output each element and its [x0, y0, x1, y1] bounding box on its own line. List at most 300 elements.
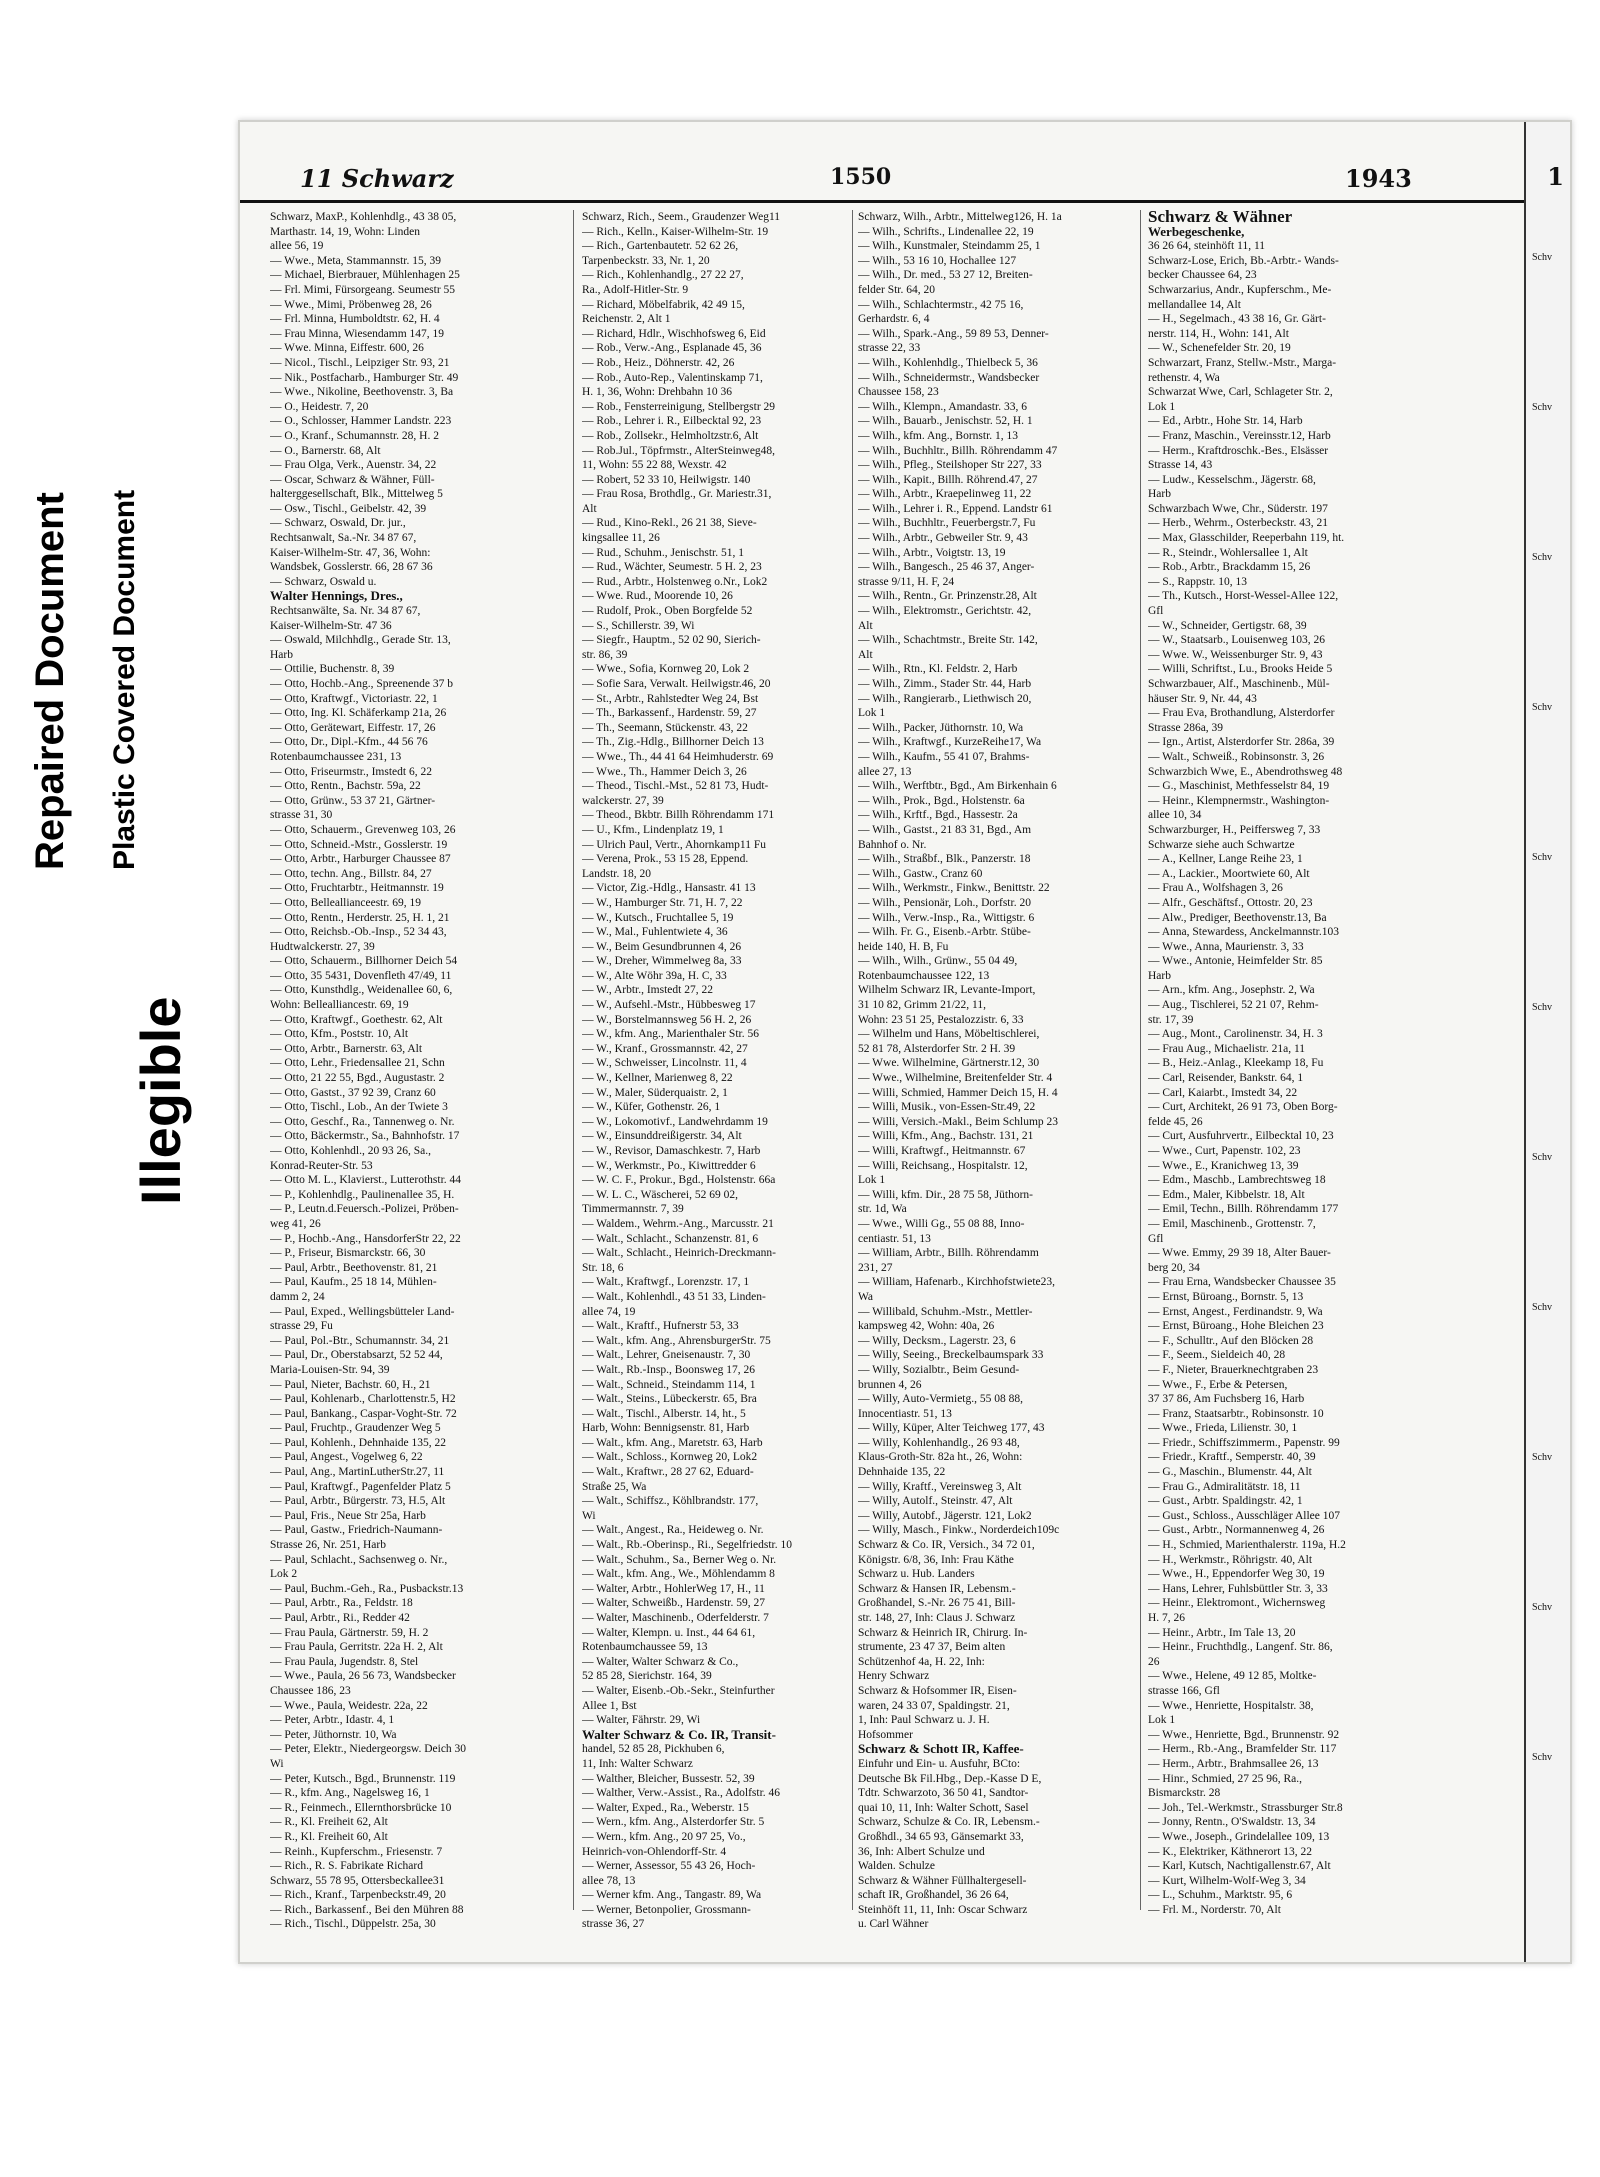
- directory-entry-line: — Paul, Arbtr., Beethovenstr. 81, 21: [270, 1261, 438, 1274]
- edge-snippet: Schv: [1532, 1302, 1552, 1313]
- directory-entry-line: — Wilh., Werkmstr., Finkw., Benittstr. 22: [858, 882, 1050, 895]
- directory-entry-line: Lok 1: [858, 707, 886, 720]
- directory-entry-line: Reichenstr. 2, Alt 1: [582, 313, 671, 326]
- header-page-number: 1550: [830, 164, 892, 190]
- directory-entry-line: — Rud., Arbtr., Holstenweg o.Nr., Lok2: [582, 575, 768, 588]
- directory-entry-line: felder Str. 64, 20: [858, 283, 935, 296]
- directory-entry-line: 52 85 28, Sierichstr. 164, 39: [582, 1670, 712, 1683]
- directory-entry-line: — Paul, Kohlenarb., Charlottenstr.5, H2: [270, 1393, 456, 1406]
- directory-entry-line: — Robert, 52 33 10, Heilwigstr. 140: [582, 473, 751, 486]
- directory-entry-line: — Walter, Arbtr., HohlerWeg 17, H., 11: [582, 1582, 765, 1595]
- directory-entry-line: Schwarze siehe auch Schwartze: [1148, 838, 1295, 851]
- directory-entry-line: — Walther, Bleicher, Bussestr. 52, 39: [582, 1772, 755, 1785]
- directory-entry-line: — Wwe., Wilhelmine, Breitenfelder Str. 4: [858, 1072, 1053, 1085]
- directory-entry-line: 1, Inh: Paul Schwarz u. J. H.: [858, 1714, 990, 1727]
- directory-entry-line: — Herm., Rb.-Ang., Bramfelder Str. 117: [1148, 1743, 1337, 1756]
- directory-entry-line: — Wilh., Arbtr., Kraepelinweg 11, 22: [858, 488, 1032, 501]
- directory-entry-line: Königstr. 6/8, 36, Inh: Frau Käthe: [858, 1553, 1014, 1566]
- directory-entry-line: — Willy, Autolf., Steinstr. 47, Alt: [858, 1495, 1013, 1508]
- directory-entry-line: — Otto, Schauerm., Grevenweg 103, 26: [270, 823, 456, 836]
- directory-entry-line: — Paul, Bankang., Caspar-Voght-Str. 72: [270, 1407, 457, 1420]
- directory-entry-line: — Walt., Schiffsz., Köhlbrandstr. 177,: [582, 1495, 759, 1508]
- directory-entry-line: waren, 24 33 07, Spaldingstr. 21,: [858, 1699, 1010, 1712]
- directory-entry-line: Marthastr. 14, 19, Wohn: Linden: [270, 225, 420, 238]
- directory-entry-line: str. 1d, Wa: [858, 1203, 907, 1216]
- directory-entry-line: — R., kfm. Ang., Nagelsweg 16, 1: [270, 1787, 430, 1800]
- directory-entry-line: — Willi, Schmied, Hammer Deich 15, H. 4: [858, 1086, 1058, 1099]
- directory-entry-line: strasse 29, Fu: [270, 1320, 333, 1333]
- directory-entry-line: — Wilh., Kraftwgf., KurzeReihe17, Wa: [858, 736, 1042, 749]
- directory-entry-line: Rechtsanwälte, Sa. Nr. 34 87 67,: [270, 605, 421, 618]
- directory-entry-line: — Herb., Wehrm., Osterbeckstr. 43, 21: [1148, 517, 1328, 530]
- directory-entry-line: — Wilh., Packer, Jüthornstr. 10, Wa: [858, 721, 1024, 734]
- directory-entry-line: — Osw., Tischl., Geibelstr. 42, 39: [270, 502, 427, 515]
- directory-entry-line: — Rud., Kino-Rekl., 26 21 38, Sieve-: [582, 517, 757, 530]
- directory-entry-line: Wa: [858, 1290, 874, 1303]
- directory-entry-line: — Wwe., Curt, Papenstr. 102, 23: [1148, 1145, 1301, 1157]
- directory-entry-line: felde 45, 26: [1148, 1115, 1203, 1128]
- directory-entry-line: — Otto, Belleallianceestr. 69, 19: [270, 896, 422, 909]
- directory-entry-line: Timmermannstr. 7, 39: [582, 1203, 684, 1216]
- directory-entry-line: — Rich., Tischl., Düppelstr. 25a, 30: [270, 1918, 436, 1931]
- directory-entry-line: Schwarz u. Hub. Landers: [858, 1568, 975, 1581]
- directory-entry-line: Schützenhof 4a, H. 22, Inh:: [858, 1655, 985, 1668]
- directory-entry-line: — Willy, Decksm., Lagerstr. 23, 6: [858, 1334, 1016, 1347]
- directory-entry-line: — Rob., Arbtr., Brackdamm 15, 26: [1148, 561, 1311, 574]
- directory-entry-line: — R., Kl. Freiheit 60, Alt: [270, 1830, 388, 1843]
- directory-entry-line: — Rob., Verw.-Ang., Esplanade 45, 36: [582, 342, 762, 355]
- directory-entry-line: — A., Lackier., Moortwiete 60, Alt: [1148, 867, 1310, 880]
- directory-entry-line: — Willy, Seeing., Breckelbaumspark 33: [858, 1349, 1044, 1362]
- directory-entry-line: Klaus-Groth-Str. 82a ht., 26, Wohn:: [858, 1451, 1023, 1464]
- directory-entry-line: strasse 9/11, H. F, 24: [858, 575, 955, 588]
- directory-entry-line: Chaussee 158, 23: [858, 386, 939, 399]
- directory-entry-line: — Wilh., Pensionär, Loh., Dorfstr. 20: [858, 896, 1031, 909]
- directory-entry-line: — Paul, Ang., MartinLutherStr.27, 11: [270, 1466, 445, 1479]
- directory-entry-line: Maria-Louisen-Str. 94, 39: [270, 1363, 390, 1376]
- directory-entry-line: nerstr. 114, H., Wohn: 141, Alt: [1148, 327, 1289, 340]
- directory-entry-line: — Paul, Fruchtp., Graudenzer Weg 5: [270, 1422, 441, 1435]
- directory-entry-line: — Edm., Maschb., Lambrechtsweg 18: [1148, 1174, 1326, 1187]
- directory-entry-line: — Oscar, Schwarz & Wähner, Füll-: [270, 473, 435, 486]
- directory-entry-line: Schwarz & Wähner Füllhaltergesell-: [858, 1874, 1027, 1887]
- directory-entry-line: — F., Seem., Sieldeich 40, 28: [1148, 1349, 1286, 1362]
- directory-entry-line: str. 148, 27, Inh: Claus J. Schwarz: [858, 1612, 1016, 1624]
- directory-entry-line: — Walt., Schweiß., Robinsonstr. 3, 26: [1148, 750, 1325, 763]
- directory-entry-line: Henry Schwarz: [858, 1670, 930, 1683]
- directory-entry-line: — Rob., Heiz., Döhnerstr. 42, 26: [582, 356, 735, 369]
- directory-entry-line: — Wilh., Wilh., Grünw., 55 04 49,: [858, 955, 1018, 968]
- directory-entry-line: — Friedr., Kraftf., Semperstr. 40, 39: [1148, 1451, 1316, 1464]
- directory-entry-line: — Otto, Lehr., Friedensallee 21, Schn: [270, 1057, 445, 1070]
- directory-entry-line: Schwarz & Schott IR, Kaffee-: [858, 1742, 1024, 1757]
- directory-entry-line: — Emil, Techn., Billh. Röhrendamm 177: [1148, 1203, 1339, 1216]
- directory-entry-line: — Frau Paula, Gerritstr. 22a H. 2, Alt: [270, 1641, 443, 1654]
- directory-entry-line: — Willy, Küper, Alter Teichweg 177, 43: [858, 1422, 1045, 1435]
- directory-entry-line: — Franz, Maschin., Vereinsstr.12, Harb: [1148, 429, 1331, 442]
- directory-entry-line: — Otto, Kohlenhdl., 20 93 26, Sa.,: [270, 1145, 431, 1157]
- directory-entry-line: — Otto, Dr., Dipl.-Kfm., 44 56 76: [270, 736, 428, 749]
- edge-snippet: Schv: [1532, 1452, 1552, 1463]
- directory-entry-line: — Willi, Schriftst., Lu., Brooks Heide 5: [1148, 663, 1333, 676]
- directory-entry-line: Harb: [270, 648, 293, 661]
- directory-entry-line: — Hans, Lehrer, Fuhlsbüttler Str. 3, 33: [1148, 1582, 1328, 1595]
- directory-entry-line: Lok 1: [858, 1174, 886, 1187]
- directory-entry-line: — Rich., R. S. Fabrikate Richard: [270, 1860, 423, 1873]
- directory-entry-line: — Otto, Grünw., 53 37 21, Gärtner-: [270, 794, 436, 807]
- directory-entry-line: — Otto, Tischl., Lob., An der Twiete 3: [270, 1101, 448, 1114]
- directory-entry-line: — W., Arbtr., Imstedt 27, 22: [582, 984, 713, 997]
- directory-entry-line: — Wwe. Emmy, 29 39 18, Alter Bauer-: [1148, 1247, 1331, 1260]
- directory-entry-line: — Otto, Kunsthdlg., Weidenallee 60, 6,: [270, 984, 453, 997]
- directory-entry-line: häuser Str. 9, Nr. 44, 43: [1148, 692, 1257, 705]
- directory-entry-line: — Walt., Kraftwr., 28 27 62, Eduard-: [582, 1466, 754, 1479]
- directory-entry-line: — Willi, kfm. Dir., 28 75 58, Jüthorn-: [858, 1188, 1034, 1201]
- directory-entry-line: — W., Maler, Süderquaistr. 2, 1: [582, 1086, 728, 1099]
- directory-entry-line: — U., Kfm., Lindenplatz 19, 1: [582, 823, 724, 836]
- directory-entry-line: Kaiser-Wilhelm-Str. 47, 36, Wohn:: [270, 546, 431, 559]
- directory-entry-line: Walden. Schulze: [858, 1860, 935, 1873]
- directory-entry-line: — Peter, Arbtr., Idastr. 4, 1: [270, 1714, 395, 1727]
- directory-entry-line: Schwarzart, Franz, Stellw.-Mstr., Marga-: [1148, 356, 1337, 369]
- directory-entry-line: — Walt., Schloss., Kornweg 20, Lok2: [582, 1451, 758, 1464]
- directory-entry-line: handel, 52 85 28, Pickhuben 6,: [582, 1743, 725, 1756]
- directory-entry-line: — Willy, Autobf., Jägerstr. 121, Lok2: [858, 1509, 1032, 1522]
- directory-entry-line: — Walter, Eisenb.-Ob.-Sekr., Steinfurther: [582, 1684, 775, 1697]
- directory-entry-line: allee 56, 19: [270, 240, 324, 253]
- directory-entry-line: mellandallee 14, Alt: [1148, 298, 1241, 311]
- directory-entry-line: — Anna, Stewardess, Anckelmannstr.103: [1148, 926, 1340, 939]
- directory-entry-line: — Wwe., Helene, 49 12 85, Moltke-: [1148, 1670, 1317, 1683]
- directory-entry-line: — Carl, Kaiarbt., Imstedt 34, 22: [1148, 1086, 1298, 1099]
- directory-entry-line: brunnen 4, 26: [858, 1378, 922, 1391]
- directory-entry-line: — Paul, Gastw., Friedrich-Naumann-: [270, 1524, 443, 1537]
- directory-entry-line: Schwarz & Hofsommer IR, Eisen-: [858, 1684, 1017, 1697]
- directory-entry-line: Alt: [858, 619, 873, 632]
- directory-entry-line: Einfuhr und Ein- u. Ausfuhr, BCto:: [858, 1757, 1021, 1770]
- directory-entry-line: — Walt., Steins., Lübeckerstr. 65, Bra: [582, 1393, 757, 1406]
- directory-entry-line: Harb, Wohn: Bennigsenstr. 81, Harb: [582, 1422, 750, 1435]
- directory-entry-line: — Wilh., Schachtmstr., Breite Str. 142,: [858, 634, 1038, 647]
- directory-entry-line: — H., Werkmstr., Röhrigstr. 40, Alt: [1148, 1553, 1313, 1566]
- directory-entry-line: — Ernst, Büroang., Hohe Bleichen 23: [1148, 1320, 1324, 1333]
- directory-entry-line: — Paul, Dr., Oberstabsarzt, 52 52 44,: [270, 1349, 443, 1362]
- directory-entry-line: — Heinr., Arbtr., Im Tale 13, 20: [1148, 1626, 1296, 1639]
- directory-entry-line: Schwarz & Heinrich IR, Chirurg. In-: [858, 1626, 1028, 1639]
- directory-entry-line: — Th., Seemann, Stückenstr. 43, 22: [582, 721, 748, 734]
- directory-entry-line: — Wwe., Paula, Weidestr. 22a, 22: [270, 1699, 428, 1712]
- directory-entry-line: — O., Schlosser, Hammer Landstr. 223: [270, 415, 452, 428]
- column-divider: [573, 210, 574, 1910]
- directory-entry-line: — Wwe. Wilhelmine, Gärtnerstr.12, 30: [858, 1057, 1040, 1070]
- directory-entry-line: — Walt., Angest., Ra., Heideweg o. Nr.: [582, 1524, 764, 1537]
- directory-entry-line: — Wilh., Zimm., Stader Str. 44, Harb: [858, 678, 1032, 690]
- directory-entry-line: — Wilh., Lehrer i. R., Eppend. Landstr 61: [858, 502, 1053, 515]
- directory-entry-line: Konrad-Reuter-Str. 53: [270, 1159, 373, 1172]
- directory-entry-line: 36, Inh: Albert Schulze und: [858, 1845, 985, 1858]
- directory-entry-line: — Paul, Arbtr., Bürgerstr. 73, H.5, Alt: [270, 1495, 446, 1508]
- directory-entry-line: Rotenbaumchaussee 231, 13: [270, 750, 402, 763]
- directory-entry-line: — F., Schulltr., Auf den Blöcken 28: [1148, 1334, 1314, 1347]
- directory-entry-line: Bismarckstr. 28: [1148, 1787, 1221, 1800]
- directory-entry-line: — Walter, Walter Schwarz & Co.,: [582, 1655, 739, 1668]
- directory-entry-line: — Schwarz, Oswald, Dr. jur.,: [270, 517, 406, 530]
- directory-entry-line: 26: [1148, 1655, 1160, 1668]
- directory-entry-line: — W., Werkmstr., Po., Kiwittredder 6: [582, 1159, 756, 1172]
- directory-entry-line: — Paul, Kraftwgf., Pagenfelder Platz 5: [270, 1480, 451, 1493]
- directory-entry-line: Dehnhaide 135, 22: [858, 1466, 946, 1479]
- directory-entry-line: — Paul, Kohlenh., Dehnhaide 135, 22: [270, 1436, 446, 1449]
- directory-entry-line: Str. 18, 6: [582, 1261, 624, 1274]
- directory-entry-line: 231, 27: [858, 1261, 893, 1274]
- directory-entry-line: — Wwe., Meta, Stammannstr. 15, 39: [270, 254, 441, 267]
- directory-entry-line: kingsallee 11, 26: [582, 532, 660, 545]
- directory-entry-line: — Carl, Reisender, Bankstr. 64, 1: [1148, 1072, 1304, 1085]
- directory-entry-line: — Walter, Maschinenb., Oderfelderstr. 7: [582, 1612, 769, 1624]
- directory-entry-line: — Wwe. Rud., Moorende 10, 26: [582, 590, 733, 603]
- directory-entry-line: — Wwe., E., Kranichweg 13, 39: [1148, 1159, 1299, 1172]
- directory-entry-line: Strasse 14, 43: [1148, 459, 1213, 472]
- directory-entry-line: — Walt., Kraftf., Hufnerstr 53, 33: [582, 1320, 739, 1333]
- directory-entry-line: — Paul, Nieter, Bachstr. 60, H., 21: [270, 1378, 431, 1391]
- directory-entry-line: Rotenbaumchaussee 122, 13: [858, 969, 990, 982]
- directory-entry-line: — Frl. Mimi, Fürsorgeang. Seumestr 55: [270, 283, 456, 296]
- directory-entry-line: — Willi, Kfm., Ang., Bachstr. 131, 21: [858, 1130, 1034, 1143]
- directory-entry-line: Schwarz, Rich., Seem., Graudenzer Weg11: [582, 211, 781, 223]
- directory-entry-line: — Wern., kfm. Ang., Alsterdorfer Str. 5: [582, 1816, 765, 1829]
- directory-entry-line: — Walt., Kohlenhdl., 43 51 33, Linden-: [582, 1290, 766, 1303]
- directory-entry-line: Walter Hennings, Dres.,: [270, 589, 403, 604]
- directory-entry-line: — Th., Zig.-Hdlg., Billhorner Deich 13: [582, 736, 764, 749]
- directory-entry-line: — W., kfm. Ang., Marienthaler Str. 56: [582, 1028, 759, 1041]
- directory-entry-line: — Wwe., Henriette, Hospitalstr. 38,: [1148, 1699, 1314, 1712]
- directory-entry-line: 36 26 64, steinhöft 11, 11: [1148, 240, 1266, 253]
- directory-entry-line: — Richard, Hdlr., Wischhofsweg 6, Eid: [582, 327, 766, 340]
- directory-entry-line: — W., Mal., Fuhlentwiete 4, 36: [582, 926, 728, 939]
- directory-entry-line: — Reinh., Kupferschm., Friesenstr. 7: [270, 1845, 443, 1858]
- directory-entry-line: — Walt., Schlacht., Heinrich-Dreckmann-: [582, 1247, 776, 1260]
- directory-entry-line: — Rich., Kranf., Tarpenbeckstr.49, 20: [270, 1889, 446, 1902]
- directory-entry-line: 37 37 86, Am Fuchsberg 16, Harb: [1148, 1393, 1305, 1406]
- edge-snippet: Schv: [1532, 402, 1552, 413]
- directory-entry-line: — G., Maschinist, Methfesselstr 84, 19: [1148, 780, 1330, 793]
- directory-entry-line: — Rud., Wächter, Seumestr. 5 H. 2, 23: [582, 561, 762, 574]
- directory-entry-line: — Jonny, Rentn., O'Swaldstr. 13, 34: [1148, 1816, 1316, 1829]
- directory-entry-line: — F., Nieter, Brauerknechtgraben 23: [1148, 1363, 1319, 1376]
- directory-entry-line: — W. C. F., Prokur., Bgd., Holstenstr. 66a: [582, 1174, 776, 1187]
- directory-entry-line: — Frau G., Admiralitätstr. 18, 11: [1148, 1480, 1301, 1493]
- directory-entry-line: — Otto, Arbtr., Harburger Chaussee 87: [270, 853, 451, 866]
- directory-entry-line: Schwarz, 55 78 95, Ottersbeckallee31: [270, 1874, 445, 1887]
- directory-entry-line: — Waldem., Wehrm.-Ang., Marcusstr. 21: [582, 1217, 774, 1230]
- directory-entry-line: — Wilh., Werftbtr., Bgd., Am Birkenhain 6: [858, 780, 1057, 793]
- directory-entry-line: Lok 1: [1148, 1714, 1176, 1727]
- directory-entry-line: — Wwe., Sofia, Kornweg 20, Lok 2: [582, 663, 750, 676]
- directory-entry-line: — Willibald, Schuhm.-Mstr., Mettler-: [858, 1305, 1033, 1318]
- directory-entry-line: — Ulrich Paul, Vertr., Ahornkamp11 Fu: [582, 838, 766, 851]
- directory-entry-line: — Edm., Maler, Kibbelstr. 18, Alt: [1148, 1188, 1305, 1201]
- directory-entry-line: — Rob., Zollsekr., Helmholtzstr.6, Alt: [582, 429, 759, 442]
- directory-entry-line: strasse 31, 30: [270, 809, 333, 822]
- directory-entry-line: — Otto, Reichsb.-Ob.-Insp., 52 34 43,: [270, 926, 447, 939]
- directory-entry-line: — Wilh., Rtn., Kl. Feldstr. 2, Harb: [858, 663, 1018, 676]
- directory-entry-line: — Karl, Kutsch, Nachtigallenstr.67, Alt: [1148, 1860, 1331, 1873]
- directory-entry-line: — Peter, Kutsch., Bgd., Brunnenstr. 119: [270, 1772, 456, 1785]
- directory-entry-line: — Rich., Kohlenhandlg., 27 22 27,: [582, 269, 744, 282]
- directory-entry-line: — Otto, Rentn., Bachstr. 59a, 22: [270, 780, 421, 793]
- edge-snippet: Schv: [1532, 1602, 1552, 1613]
- directory-entry-line: — Wwe., Th., Hammer Deich 3, 26: [582, 765, 747, 778]
- edge-snippet: Schv: [1532, 1152, 1552, 1163]
- directory-entry-line: — Werner, Assessor, 55 43 26, Hoch-: [582, 1860, 756, 1873]
- directory-entry-line: Wi: [582, 1509, 596, 1522]
- directory-entry-line: — W., Staatsarb., Louisenweg 103, 26: [1148, 634, 1325, 647]
- directory-entry-line: — W., Kellner, Marienweg 8, 22: [582, 1072, 733, 1085]
- directory-entry-line: — Ottilie, Buchenstr. 8, 39: [270, 663, 395, 676]
- directory-entry-line: — W., Einsunddreißigerstr. 34, Alt: [582, 1130, 742, 1143]
- directory-entry-line: — Walter, Klempn. u. Inst., 44 64 61,: [582, 1626, 756, 1639]
- directory-entry-line: Hofsommer: [858, 1728, 913, 1741]
- directory-entry-line: — Otto, Fruchtarbtr., Heitmannstr. 19: [270, 882, 444, 895]
- directory-entry-line: — Peter, Jüthornstr. 10, Wa: [270, 1728, 397, 1741]
- directory-entry-line: — Walt., Schuhm., Sa., Berner Weg o. Nr.: [582, 1553, 777, 1566]
- directory-entry-line: — Wilh., Buchhltr., Billh. Röhrendamm 47: [858, 444, 1058, 457]
- directory-entry-line: — W. L. C., Wäscherei, 52 69 02,: [582, 1188, 738, 1201]
- directory-entry-line: — W., Revisor, Damaschkestr. 7, Harb: [582, 1145, 761, 1157]
- directory-entry-line: — Wilh., Straßbf., Blk., Panzerstr. 18: [858, 853, 1031, 866]
- directory-entry-line: — Wilh., Klempn., Amandastr. 33, 6: [858, 400, 1027, 413]
- directory-entry-line: — O., Barnerstr. 68, Alt: [270, 444, 381, 457]
- directory-entry-line: — Wilh., Rentn., Gr. Prinzenstr.28, Alt: [858, 590, 1037, 603]
- directory-entry-line: Schwarzat Wwe, Carl, Schlageter Str. 2,: [1148, 386, 1333, 399]
- directory-entry-line: Schwarz & Co. IR, Versich., 34 72 01,: [858, 1539, 1035, 1552]
- directory-entry-line: — Otto, Kraftwgf., Goethestr. 62, Alt: [270, 1013, 443, 1026]
- directory-entry-line: — Hinr., Schmied, 27 25 96, Ra.,: [1148, 1772, 1302, 1785]
- directory-entry-line: — Otto, Hochb.-Ang., Spreenende 37 b: [270, 678, 454, 690]
- directory-entry-line: — Willi, Versich.-Makl., Beim Schlump 23: [858, 1115, 1059, 1128]
- directory-entry-line: becker Chaussee 64, 23: [1148, 269, 1257, 282]
- directory-entry-line: — Otto, Arbtr., Barnerstr. 63, Alt: [270, 1042, 423, 1055]
- directory-entry-line: Großhdl., 34 65 93, Gänsemarkt 33,: [858, 1830, 1024, 1843]
- directory-entry-line: — Walter, Exped., Ra., Weberstr. 15: [582, 1801, 749, 1814]
- directory-entry-line: Schwarzbauer, Alf., Maschinenb., Mül-: [1148, 678, 1330, 690]
- directory-entry-line: — Rudolf, Prok., Oben Borgfelde 52: [582, 605, 753, 618]
- directory-entry-line: Schwarz-Lose, Erich, Bb.-Arbtr.- Wands-: [1148, 254, 1339, 267]
- directory-entry-line: Gfl: [1148, 1232, 1164, 1245]
- directory-entry-line: Tdtr. Schwarzoto, 36 50 41, Sandtor-: [858, 1787, 1029, 1800]
- directory-entry-line: — O., Heidestr. 7, 20: [270, 400, 369, 413]
- directory-entry-line: — Willi, Reichsang., Hospitalstr. 12,: [858, 1159, 1028, 1172]
- edge-snippet: Schv: [1532, 702, 1552, 713]
- header-section-title: 11 Schwarz: [300, 164, 454, 193]
- directory-entry-line: Schwarz, Wilh., Arbtr., Mittelweg126, H. 1a: [858, 211, 1062, 223]
- directory-entry-line: Bahnhof o. Nr.: [858, 838, 927, 851]
- directory-entry-line: — H., Schmied, Marienthalerstr. 119a, H.2: [1148, 1539, 1346, 1552]
- directory-column-4: [1148, 210, 1430, 1917]
- directory-entry-line: — Frau Eva, Brothandlung, Alsterdorfer: [1148, 707, 1335, 720]
- directory-entry-line: Deutsche Bk Fil.Hbg., Dep.-Kasse D E,: [858, 1772, 1042, 1785]
- directory-entry-line: Strasse 286a, 39: [1148, 721, 1224, 734]
- directory-entry-line: — William, Hafenarb., Kirchhofstwiete23,: [858, 1276, 1056, 1289]
- directory-entry-line: — W., Kutsch., Fruchtallee 5, 19: [582, 911, 734, 924]
- directory-entry-line: — Herm., Kraftdroschk.-Bes., Elsässer: [1148, 444, 1329, 457]
- directory-entry-line: Schwarzarius, Andr., Kupferschm., Me-: [1148, 283, 1332, 296]
- directory-entry-line: — Herm., Arbtr., Brahmsallee 26, 13: [1148, 1757, 1319, 1770]
- directory-entry-line: — O., Kranf., Schumannstr. 28, H. 2: [270, 429, 439, 442]
- directory-entry-line: 11, Inh: Walter Schwarz: [582, 1757, 693, 1770]
- directory-entry-line: — Frau A., Wolfshagen 3, 26: [1148, 882, 1283, 895]
- directory-entry-line: — Walter, Fährstr. 29, Wi: [582, 1714, 701, 1727]
- directory-entry-line: Schwarz & Hansen IR, Lebensm.-: [858, 1582, 1016, 1595]
- column-divider: [1140, 210, 1141, 1910]
- directory-entry-line: — Willy, Masch., Finkw., Norderdeich109c: [858, 1524, 1060, 1537]
- directory-entry-line: — Wwe., Paula, 26 56 73, Wandsbecker: [270, 1670, 456, 1683]
- directory-entry-line: — Rich., Kelln., Kaiser-Wilhelm-Str. 19: [582, 225, 769, 238]
- directory-entry-line: Harb: [1148, 969, 1171, 982]
- directory-entry-line: — Wwe., Anna, Maurienstr. 3, 33: [1148, 940, 1304, 953]
- directory-entry-line: — Wilh., Bangesch., 25 46 37, Anger-: [858, 561, 1035, 574]
- directory-entry-line: allee 74, 19: [582, 1305, 636, 1318]
- page-header: [240, 160, 1570, 203]
- directory-entry-line: — Verena, Prok., 53 15 28, Eppend.: [582, 853, 749, 866]
- directory-entry-line: — Otto, Gastst., 37 92 39, Cranz 60: [270, 1086, 436, 1099]
- directory-entry-line: — Wilh., Elektromstr., Gerichtstr. 42,: [858, 605, 1032, 618]
- directory-entry-line: — Wwe., Frieda, Lilienstr. 30, 1: [1148, 1422, 1298, 1435]
- directory-entry-line: Heinrich-von-Ohlendorff-Str. 4: [582, 1845, 727, 1858]
- directory-entry-line: Schwarzbach Wwe, Chr., Süderstr. 197: [1148, 502, 1328, 515]
- directory-entry-line: — Max, Glasschilder, Reeperbahn 119, ht.: [1148, 532, 1345, 545]
- directory-entry-line: — Walt., Schlacht., Schanzenstr. 81, 6: [582, 1232, 759, 1245]
- directory-entry-line: Straße 25, Wa: [582, 1480, 647, 1493]
- directory-entry-line: — Peter, Elektr., Niedergeorgsw. Deich 30: [270, 1743, 467, 1756]
- directory-entry-line: heide 140, H. B, Fu: [858, 940, 949, 953]
- directory-entry-line: — Wilh., Gastst., 21 83 31, Bgd., Am: [858, 823, 1032, 836]
- directory-entry-line: — Th., Barkassenf., Hardenstr. 59, 27: [582, 707, 757, 720]
- edge-snippet: Schv: [1532, 252, 1552, 263]
- directory-entry-line: — W., Lokomotivf., Landwehrdamm 19: [582, 1115, 768, 1128]
- directory-entry-line: — Schwarz, Oswald u.: [270, 575, 377, 588]
- directory-entry-line: — Wwe. W., Weissenburger Str. 9, 43: [1148, 648, 1323, 661]
- directory-entry-line: — Frau Olga, Verk., Auenstr. 34, 22: [270, 459, 437, 472]
- directory-entry-line: — Rob., Fensterreinigung, Stellbergstr 29: [582, 400, 776, 413]
- directory-entry-line: — Willi, Musik., von-Essen-Str.49, 22: [858, 1101, 1036, 1114]
- directory-entry-line: — Frau Minna, Wiesendamm 147, 19: [270, 327, 445, 340]
- directory-entry-line: — P., Friseur, Bismarckstr. 66, 30: [270, 1247, 426, 1260]
- directory-entry-line: Alt: [858, 648, 873, 661]
- edge-snippet: Schv: [1532, 1002, 1552, 1013]
- directory-entry-line: — Wilh., Kohlenhdlg., Thielbeck 5, 36: [858, 356, 1038, 369]
- directory-entry-line: — Wilh., Buchhltr., Feuerbergstr.7, Fu: [858, 517, 1036, 530]
- directory-entry-line: — Wwe., F., Erbe & Petersen,: [1148, 1378, 1288, 1391]
- scanned-page: [238, 120, 1572, 1964]
- repaired-document-label: Repaired Document: [28, 492, 72, 870]
- directory-entry-line: — Wilh., Arbtr., Gebweiler Str. 9, 43: [858, 532, 1028, 545]
- directory-entry-line: — Frau Rosa, Brothdlg., Gr. Mariestr.31,: [582, 488, 772, 501]
- directory-entry-line: Gerhardstr. 6, 4: [858, 313, 930, 326]
- directory-entry-line: — Wilh., Kunstmaler, Steindamm 25, 1: [858, 240, 1041, 253]
- directory-column-1: [270, 210, 538, 1932]
- directory-entry-line: — Wilh., Spark.-Ang., 59 89 53, Denner-: [858, 327, 1049, 340]
- directory-entry-line: — Rich., Barkassenf., Bei den Mühren 88: [270, 1903, 464, 1916]
- directory-entry-line: — W., Beim Gesundbrunnen 4, 26: [582, 940, 742, 953]
- directory-entry-line: — Rob.Jul., Töpfrmstr., AlterSteinweg48,: [582, 444, 776, 457]
- directory-entry-line: — Otto, Kfm., Poststr. 10, Alt: [270, 1028, 409, 1041]
- directory-entry-line: — Wilh., Rangierarb., Liethwisch 20,: [858, 692, 1032, 705]
- directory-entry-line: Gfl: [1148, 605, 1164, 618]
- directory-entry-line: — Wwe., Willi Gg., 55 08 88, Inno-: [858, 1217, 1025, 1230]
- directory-entry-line: — Sofie Sara, Verwalt. Heilwigstr.46, 20: [582, 678, 771, 690]
- directory-entry-line: — Aug., Tischlerei, 52 21 07, Rehm-: [1148, 999, 1319, 1012]
